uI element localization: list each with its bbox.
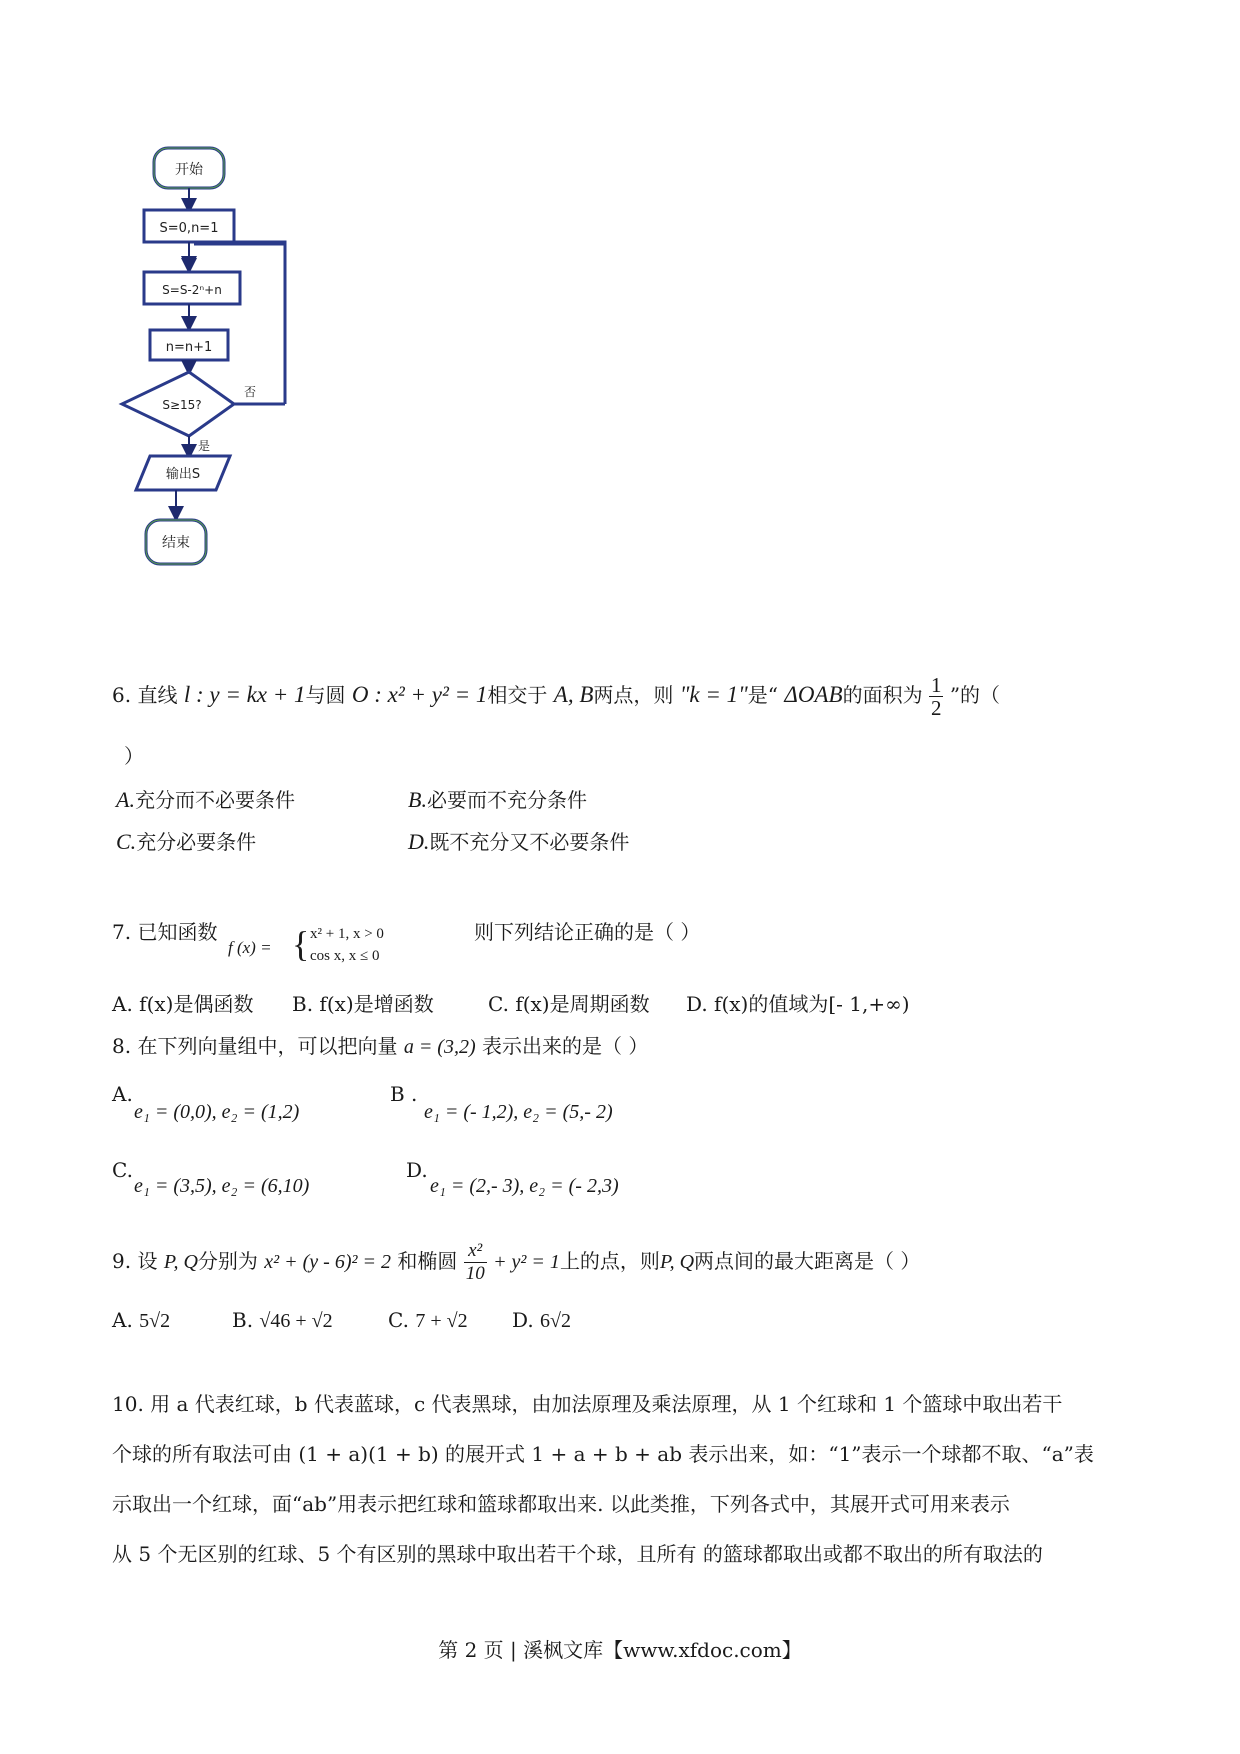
- page-footer: 第 2 页 | 溪枫文库【www.xfdoc.com】: [438, 1638, 802, 1662]
- q6-option-b: [408, 786, 587, 814]
- q6-option-c-letter: C.: [116, 829, 137, 854]
- question-8: [112, 1032, 648, 1061]
- q6-intersect: 相交于: [487, 683, 548, 707]
- q7-option-a-letter: A.: [112, 992, 133, 1016]
- q8-option-a-text: e₁ = (0,0), e₂ = (1,2): [134, 1101, 300, 1123]
- q9-part2: 上的点，则: [559, 1249, 660, 1273]
- q10-line-2: 个球的所有取法可由 (1 + a)(1 + b) 的展开式 1 + a + b + ab 表示出来，如：“1”表示一个球都不取、“a”表: [112, 1442, 1094, 1466]
- q8-option-c-text: e₁ = (3,5), e₂ = (6,10): [134, 1175, 310, 1197]
- q9-pq2: P, Q: [659, 1251, 695, 1273]
- q6-triangle: ΔOAB: [784, 682, 843, 707]
- q9-fraction: [464, 1240, 487, 1285]
- q7-option-b-text: f(x)是增函数: [319, 992, 434, 1016]
- init-label: S=0,n=1: [159, 221, 219, 236]
- q9-option-b-letter: B.: [232, 1308, 254, 1332]
- q6-option-d-letter: D.: [408, 829, 430, 854]
- q9-ellipse-tail: + y² = 1: [493, 1251, 560, 1273]
- q9-and: 和椭圆: [397, 1249, 458, 1273]
- q9-option-b: [232, 1306, 333, 1335]
- q9-option-a: [112, 1306, 170, 1335]
- question-7: [112, 918, 217, 946]
- q8-prefix: 8. 在下列向量组中，可以把向量: [112, 1034, 398, 1058]
- q7-option-d-text: f(x)的值域为[- 1,+∞): [714, 992, 910, 1016]
- flowchart-svg: [110, 140, 450, 660]
- q6-option-b-text: 必要而不充分条件: [426, 788, 587, 812]
- no-label: 否: [244, 385, 257, 399]
- q7-case-2: cos x, x ≤ 0: [310, 948, 380, 964]
- output-label: 输出S: [165, 467, 201, 482]
- update-label: S=S-2ⁿ+n: [162, 283, 222, 297]
- q7-option-b-letter: B.: [292, 992, 314, 1016]
- q8-option-c: [112, 1156, 133, 1184]
- q10-line-3: 示取出一个红球，面“ab”用表示把红球和篮球都取出来. 以此类推，下列各式中，其展开式可用来表示: [112, 1492, 1010, 1516]
- question-6: [112, 674, 1000, 719]
- q8-option-d: [406, 1156, 428, 1184]
- q6-fraction: [929, 674, 944, 719]
- q8-option-b: [390, 1080, 417, 1108]
- yes-label: 是: [198, 439, 211, 453]
- question-9: [112, 1240, 920, 1285]
- q6-option-b-letter: B.: [408, 787, 427, 812]
- q7-brace: {: [292, 924, 310, 964]
- q6-k-cond: "k = 1": [679, 682, 748, 707]
- q7-option-b: [292, 990, 434, 1018]
- q9-option-c-letter: C.: [388, 1308, 409, 1332]
- q8-option-d-letter: D.: [406, 1158, 428, 1182]
- q8-option-b-text: e₁ = (- 1,2), e₂ = (5,- 2): [424, 1101, 613, 1123]
- q9-part1: 分别为: [197, 1249, 258, 1273]
- condition-label: S≥15?: [162, 398, 202, 412]
- q8-tail: 表示出来的是（ ）: [482, 1034, 649, 1058]
- q8-option-b-letter: B .: [390, 1082, 418, 1106]
- q7-case-1: x² + 1, x > 0: [310, 926, 384, 942]
- q10-line-4: 从 5 个无区别的红球、5 个有区别的黑球中取出若干个球，且所有 的篮球都取出或都不取出的所有取法的: [112, 1542, 1043, 1566]
- q8-option-a-letter: A.: [112, 1082, 133, 1106]
- q9-option-c: [388, 1306, 468, 1335]
- q6-prefix: 6. 直线: [112, 683, 178, 707]
- q6-frac-num: 1: [930, 673, 942, 697]
- q6-option-a-text: 充分而不必要条件: [134, 788, 295, 812]
- q6-option-a-letter: A.: [116, 787, 135, 812]
- q8-option-a: [112, 1080, 133, 1108]
- q6-two-points: 两点，则: [593, 683, 674, 707]
- q6-close-paren: ）: [124, 744, 144, 768]
- q9-frac-num: x²: [464, 1240, 487, 1263]
- q7-function-def: [228, 924, 478, 972]
- q6-option-a: [116, 786, 295, 814]
- q9-option-a-letter: A.: [112, 1308, 133, 1332]
- q9-option-d: [512, 1306, 571, 1335]
- increment-label: n=n+1: [165, 340, 213, 355]
- q6-points: A, B: [553, 682, 594, 707]
- q8-option-c-letter: C.: [112, 1158, 133, 1182]
- q6-tail: ”的（: [949, 683, 1001, 707]
- q6-option-d: [408, 828, 629, 856]
- q9-frac-den: 10: [465, 1263, 485, 1284]
- q6-area-text: 的面积为: [842, 683, 923, 707]
- end-label: 结束: [162, 535, 190, 551]
- q7-option-c-text: f(x)是周期函数: [515, 992, 650, 1016]
- q6-with-circle: 与圆: [305, 683, 346, 707]
- q9-option-d-letter: D.: [512, 1308, 534, 1332]
- q7-prefix: 7. 已知函数: [112, 920, 218, 944]
- q9-option-c-text: 7 + √2: [415, 1310, 468, 1332]
- q7-option-a: [112, 990, 253, 1018]
- q9-option-d-text: 6√2: [540, 1310, 572, 1332]
- q6-option-c-text: 充分必要条件: [136, 830, 257, 854]
- q9-option-b-text: √46 + √2: [259, 1310, 333, 1332]
- flowchart-figure: [110, 140, 450, 660]
- q8-option-d-text: e₁ = (2,- 3), e₂ = (- 2,3): [430, 1175, 619, 1197]
- q9-pq: P, Q: [163, 1251, 198, 1273]
- q6-line-eq: l : y = kx + 1: [183, 682, 306, 707]
- q6-option-d-text: 既不充分又不必要条件: [429, 830, 630, 854]
- q7-option-d-letter: D.: [686, 992, 708, 1016]
- q9-option-a-text: 5√2: [139, 1310, 171, 1332]
- start-label: 开始: [175, 162, 203, 178]
- q6-option-c: [116, 828, 256, 856]
- q6-is: 是“: [747, 683, 779, 707]
- q6-frac-den: 2: [930, 696, 942, 720]
- q7-option-a-text: f(x)是偶函数: [139, 992, 254, 1016]
- q10-line-1: 10. 用 a 代表红球，b 代表蓝球，c 代表黑球，由加法原理及乘法原理，从 1 个红球和 1 个篮球中取出若干: [112, 1392, 1063, 1416]
- q7-func-lhs: f (x) =: [228, 938, 272, 957]
- q9-circle-eq: x² + (y - 6)² = 2: [264, 1251, 391, 1273]
- q7-tail: 则下列结论正确的是（ ）: [474, 920, 701, 944]
- q8-vec-a: a = (3,2): [403, 1036, 476, 1058]
- q9-tail: 两点间的最大距离是（ ）: [694, 1249, 921, 1273]
- q9-prefix: 9. 设: [112, 1249, 158, 1273]
- q7-option-c: [488, 990, 650, 1018]
- q7-option-c-letter: C.: [488, 992, 509, 1016]
- q7-option-d: [686, 990, 910, 1018]
- q6-circle-eq: O : x² + y² = 1: [351, 682, 488, 707]
